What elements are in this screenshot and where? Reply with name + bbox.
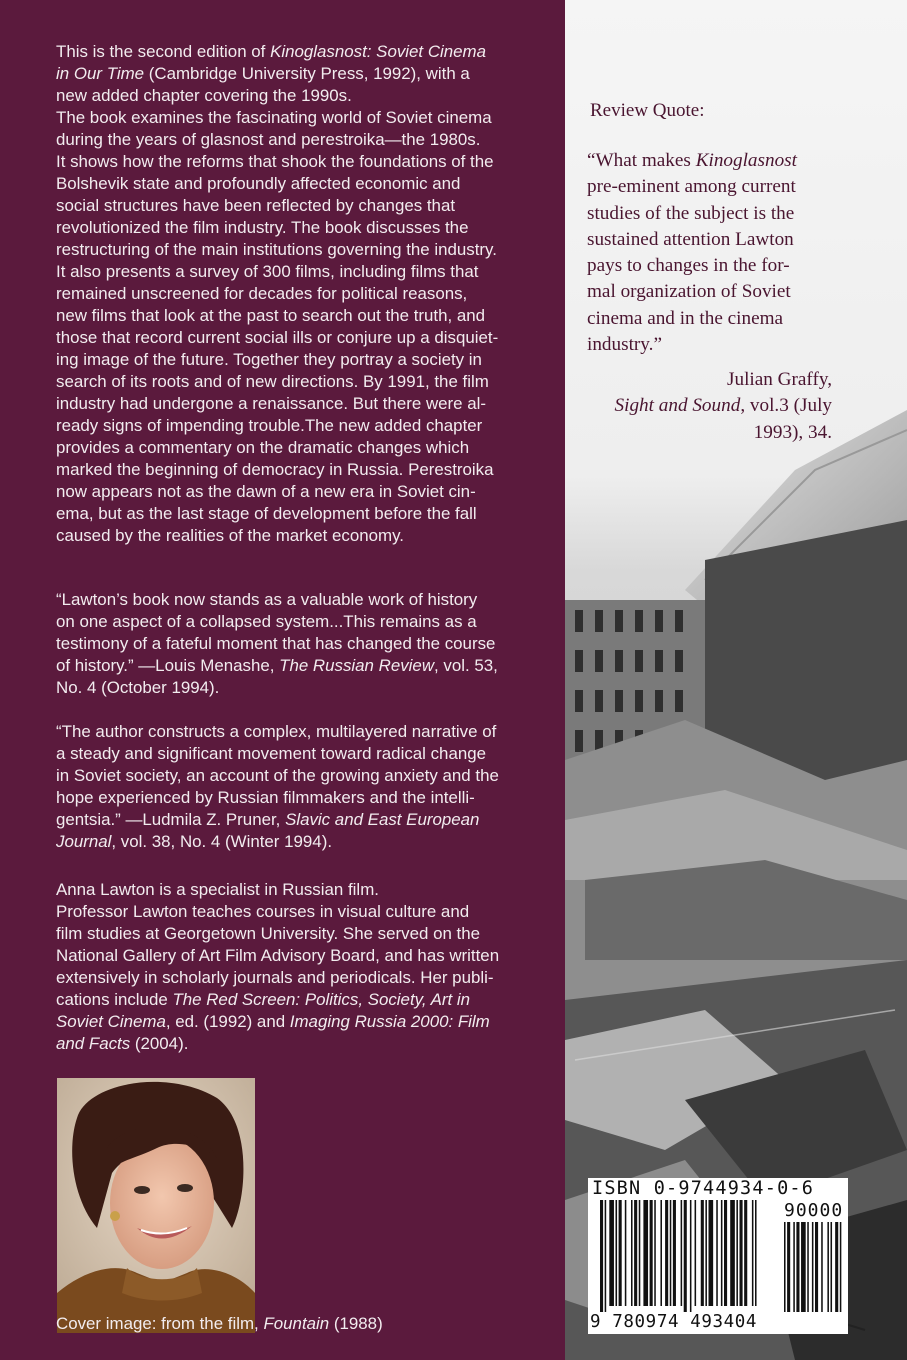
barcode-bar bbox=[634, 1200, 637, 1306]
text-line: testimony of a fateful moment that has changed the course bbox=[56, 634, 496, 653]
text-line: Soviet Cinema, ed. (1992) and Imaging Russia 2000: Film bbox=[56, 1012, 490, 1031]
text-line: those that record current social ills or conjure up a disquiet- bbox=[56, 328, 499, 347]
text-line: restructuring of the main institutions governing the industry. bbox=[56, 240, 497, 259]
text-line: pre-eminent among current bbox=[587, 176, 796, 198]
text-line: Journal, vol. 38, No. 4 (Winter 1994). bbox=[56, 832, 333, 851]
text-line: ema, but as the last stage of development before the fall bbox=[56, 504, 477, 523]
addon-bar bbox=[807, 1222, 809, 1312]
addon-bar bbox=[812, 1222, 814, 1312]
text-line: National Gallery of Art Film Advisory Board, and has written bbox=[56, 946, 500, 965]
text-line: No. 4 (October 1994). bbox=[56, 678, 220, 697]
text-line: and Facts (2004). bbox=[56, 1034, 189, 1053]
text-line: Sight and Sound, vol.3 (July bbox=[614, 395, 832, 417]
barcode-bar bbox=[730, 1200, 735, 1306]
text-line: 1993), 34. bbox=[753, 421, 832, 443]
ean-number: 9 780974 493404 bbox=[590, 1312, 758, 1332]
barcode-bar bbox=[650, 1200, 653, 1306]
text-line: It shows how the reforms that shook the foundations of the bbox=[56, 152, 494, 171]
barcode-bar bbox=[724, 1200, 727, 1306]
text-line: revolutionized the film industry. The book discusses the bbox=[56, 218, 469, 237]
barcode-bar bbox=[721, 1200, 723, 1306]
text-line: during the years of glasnost and perestroika—the 1980s. bbox=[56, 130, 481, 149]
text-line: in Soviet society, an account of the growing anxiety and the bbox=[56, 766, 499, 785]
text-line: “Lawton’s book now stands as a valuable work of history bbox=[56, 590, 478, 609]
text-line: “The author constructs a complex, multilayered narrative of bbox=[56, 722, 497, 741]
text-line: now appears not as the dawn of a new era in Soviet cin- bbox=[56, 482, 476, 501]
text-line: industry.” bbox=[587, 334, 662, 356]
text-line: pays to changes in the for- bbox=[587, 255, 790, 277]
text-line: Bolshevik state and profoundly affected economic and bbox=[56, 174, 461, 193]
text-line: gentsia.” —Ludmila Z. Pruner, Slavic and East European bbox=[56, 810, 480, 829]
text-line: Professor Lawton teaches courses in visual culture and bbox=[56, 902, 470, 921]
text-line: sustained attention Lawton bbox=[587, 228, 794, 250]
text-line: provides a commentary on the dramatic changes which bbox=[56, 438, 470, 457]
barcode-bar bbox=[684, 1200, 687, 1312]
text-line: extensively in scholarly journals and periodicals. Her publi- bbox=[56, 968, 494, 987]
addon-bar bbox=[801, 1222, 806, 1312]
review-quote-heading: Review Quote: bbox=[590, 100, 705, 121]
review-quote-text bbox=[587, 148, 797, 358]
barcode-bar bbox=[752, 1200, 754, 1306]
barcode-bar bbox=[690, 1200, 692, 1312]
text-line: It also presents a survey of 300 films, including films that bbox=[56, 262, 479, 281]
barcode-bar bbox=[619, 1200, 622, 1306]
barcode-bar bbox=[740, 1200, 743, 1306]
barcode-bar bbox=[639, 1200, 641, 1306]
addon-bar bbox=[821, 1222, 823, 1312]
text-line: industry had undergone a renaissance. But there were al- bbox=[56, 394, 487, 413]
text-line: caused by the realities of the market economy. bbox=[56, 526, 404, 545]
text-line: studies of the subject is the bbox=[587, 202, 795, 224]
text-line: cations include The Red Screen: Politics, Society, Art in bbox=[56, 990, 471, 1009]
addon-bar bbox=[827, 1222, 829, 1312]
isbn-number: ISBN 0-9744934-0-6 bbox=[592, 1178, 815, 1199]
text-line: Anna Lawton is a specialist in Russian film. bbox=[56, 880, 379, 899]
text-line: search of its roots and of new directions. By 1991, the film bbox=[56, 372, 489, 391]
barcode-bar bbox=[681, 1200, 683, 1306]
barcode-bar bbox=[600, 1200, 603, 1312]
addon-bar bbox=[796, 1222, 799, 1312]
isbn-barcode bbox=[588, 1178, 848, 1334]
barcode-bar bbox=[701, 1200, 704, 1306]
text-line: ing image of the future. Together they portray a society in bbox=[56, 350, 482, 369]
text-line: ready signs of impending trouble.The new added chapter bbox=[56, 416, 483, 435]
barcode-bar bbox=[660, 1200, 662, 1306]
barcode-bar bbox=[616, 1200, 618, 1306]
cover-image-caption: Cover image: from the film, Fountain (1988) bbox=[56, 1314, 383, 1333]
blurb-review-menashe bbox=[56, 589, 546, 699]
author-bio bbox=[56, 879, 546, 1055]
text-line: “What makes Kinoglasnost bbox=[587, 150, 797, 171]
text-line: new films that look at the past to search out the truth, and bbox=[56, 306, 486, 325]
addon-bar bbox=[784, 1222, 786, 1312]
text-line: new added chapter covering the 1990s. bbox=[56, 86, 352, 105]
text-line: of history.” —Louis Menashe, The Russian Review, vol. 53, bbox=[56, 656, 498, 675]
barcode-bar bbox=[673, 1200, 676, 1306]
barcode-bar bbox=[609, 1200, 614, 1306]
text-line: This is the second edition of Kinoglasnost: Soviet Cinema bbox=[56, 42, 487, 61]
addon-bar bbox=[831, 1222, 833, 1312]
text-line: The book examines the fascinating world of Soviet cinema bbox=[56, 108, 492, 127]
barcode-bar bbox=[755, 1200, 757, 1306]
barcode-bar bbox=[665, 1200, 668, 1306]
barcode-bar bbox=[654, 1200, 656, 1306]
addon-bar bbox=[815, 1222, 818, 1312]
text-line: remained unscreened for decades for political reasons, bbox=[56, 284, 468, 303]
barcode-bar bbox=[643, 1200, 648, 1306]
text-line: in Our Time (Cambridge University Press, 1992), with a bbox=[56, 64, 470, 83]
barcode-bar bbox=[705, 1200, 707, 1306]
barcode-bar bbox=[631, 1200, 633, 1306]
review-quote-attribution bbox=[615, 367, 832, 446]
blurb-paragraph-1 bbox=[56, 41, 546, 547]
text-line: mal organization of Soviet bbox=[587, 281, 791, 303]
blurb-review-pruner bbox=[56, 721, 546, 853]
barcode-bar bbox=[625, 1200, 627, 1306]
addon-bar bbox=[793, 1222, 795, 1312]
text-line: social structures have been reflected by changes that bbox=[56, 196, 456, 215]
barcode-bar bbox=[736, 1200, 738, 1306]
barcode-bar bbox=[695, 1200, 697, 1306]
barcode-bar bbox=[670, 1200, 672, 1306]
addon-bar bbox=[835, 1222, 838, 1312]
text-line: cinema and in the cinema bbox=[587, 307, 784, 329]
author-portrait bbox=[57, 1078, 255, 1333]
barcode-bar bbox=[744, 1200, 747, 1306]
text-line: a steady and significant movement toward radical change bbox=[56, 744, 487, 763]
text-line: hope experienced by Russian filmmakers and the intelli- bbox=[56, 788, 475, 807]
text-line: film studies at Georgetown University. She served on the bbox=[56, 924, 481, 943]
text-line: marked the beginning of democracy in Russia. Perestroika bbox=[56, 460, 494, 479]
addon-bar bbox=[840, 1222, 842, 1312]
barcode-bar bbox=[709, 1200, 714, 1306]
text-line: on one aspect of a collapsed system...This remains as a bbox=[56, 612, 477, 631]
text-line: Julian Graffy, bbox=[727, 369, 832, 390]
barcode-bar bbox=[716, 1200, 718, 1306]
price-code: 90000 bbox=[784, 1200, 844, 1221]
addon-bar bbox=[787, 1222, 790, 1312]
barcode-bar bbox=[605, 1200, 607, 1312]
